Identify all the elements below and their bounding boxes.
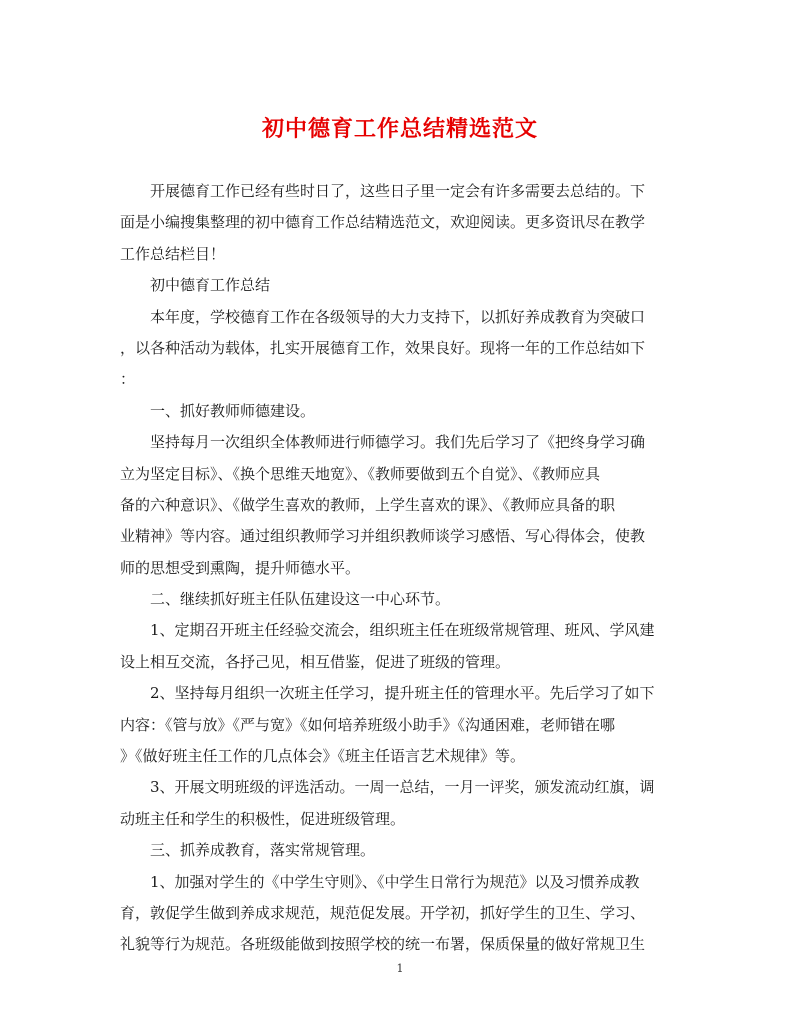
- section-heading: 一、抓好教师师德建设。: [150, 401, 316, 420]
- section-heading: 三、抓养成教育，落实常规管理。: [150, 841, 376, 860]
- paragraph-line: 立为坚定目标》、《换个思维天地宽》、《教师要做到五个自觉》、《教师应具: [120, 464, 601, 483]
- paragraph-line: 3、开展文明班级的评选活动。一周一总结，一月一评奖，颁发流动红旗，调: [150, 778, 655, 797]
- paragraph-line: 育，敦促学生做到养成求规范，规范促发展。开学初，抓好学生的卫生、学习、: [120, 903, 646, 922]
- paragraph-line: ：: [120, 370, 136, 389]
- document-body: [120, 176, 682, 961]
- paragraph-line: 礼貌等行为规范。各班级能做到按照学校的统一布署，保质保量的做好常规卫生: [120, 935, 646, 954]
- section-subtitle: 初中德育工作总结: [150, 276, 271, 295]
- paragraph-line: 业精神》等内容。通过组织教师学习并组织教师谈学习感悟、写心得体会，使教: [120, 527, 646, 546]
- paragraph-line: 2、坚持每月组织一次班主任学习，提升班主任的管理水平。先后学习了如下: [150, 684, 655, 703]
- paragraph-line: 动班主任和学生的积极性，促进班级管理。: [120, 809, 406, 828]
- paragraph-line: 内容：《管与放》《严与宽》《如何培养班级小助手》《沟通困难，老师错在哪: [120, 715, 616, 734]
- paragraph-line: 工作总结栏目！: [120, 244, 226, 263]
- document-title: 初中德育工作总结精选范文: [261, 116, 538, 142]
- paragraph-line: 面是小编搜集整理的初中德育工作总结精选范文，欢迎阅读。更多资讯尽在教学: [120, 213, 646, 232]
- paragraph-line: 》《做好班主任工作的几点体会》《班主任语言艺术规律》等。: [120, 747, 526, 766]
- paragraph-line: 开展德育工作已经有些时日了，这些日子里一定会有许多需要去总结的。下: [150, 182, 646, 200]
- paragraph-line: 1、定期召开班主任经验交流会，组织班主任在班级常规管理、班风、学风建: [150, 621, 655, 640]
- paragraph-line: 1、加强对学生的《中学生守则》、《中学生日常行为规范》以及习惯养成教: [150, 872, 640, 891]
- paragraph-line: 设上相互交流，各抒己见，相互借鉴，促进了班级的管理。: [120, 652, 511, 671]
- page-number: 1: [396, 962, 404, 975]
- paragraph-line: 坚持每月一次组织全体教师进行师德学习。我们先后学习了《把终身学习确: [150, 433, 646, 452]
- paragraph-line: 师的思想受到熏陶，提升师德水平。: [120, 558, 361, 577]
- paragraph-line: 本年度，学校德育工作在各级领导的大力支持下，以抓好养成教育为突破口: [150, 307, 646, 326]
- paragraph-line: 备的六种意识》、《做学生喜欢的教师，上学生喜欢的课》、《教师应具备的职: [120, 495, 616, 514]
- section-heading: 二、继续抓好班主任队伍建设这一中心环节。: [150, 590, 451, 609]
- paragraph-line: ，以各种活动为载体，扎实开展德育工作，效果良好。现将一年的工作总结如下: [120, 338, 646, 357]
